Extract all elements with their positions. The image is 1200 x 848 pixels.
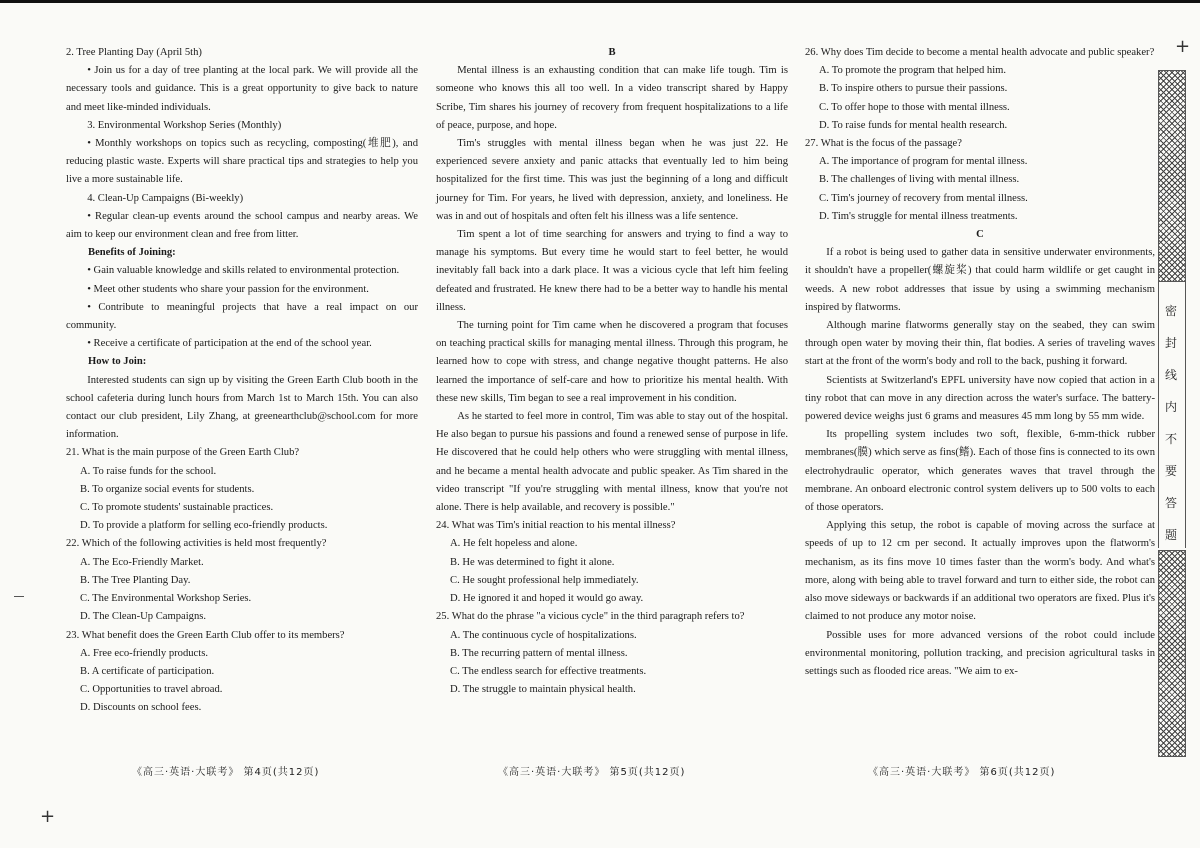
question-text: 24. What was Tim's initial reaction to his mental illness? [436, 520, 676, 532]
question-text: 2. Tree Planting Day (April 5th) [66, 47, 202, 58]
seal-char: 答 [1164, 496, 1177, 510]
seal-line-text [1164, 295, 1178, 551]
answer-option: B. To inspire others to pursue their passions. [819, 83, 1008, 95]
seal-char: 要 [1164, 464, 1177, 478]
paragraph: If a robot is being used to gather data in sensitive underwater environments, it shouldn't have a propeller(螺旋桨) that could harm wildlife or get caught in weeds. A new robot addresses that issue by using a swimming mechanism inspired by flatworms. [805, 247, 1155, 313]
paragraph: Applying this setup, the robot is capable of moving across the surface at speeds of up to 12 cm per second. It actually improves upon the flatworm's mechanism, as its fins move 10 times faster than the worm's body. And what's more, along with being able to travel forward and turn to either side, the robot can also move sideways or backwards if an additional two operators are fixed. Plus it's claimed to not produce any motor noise. [805, 520, 1155, 623]
seal-char: 封 [1164, 336, 1177, 350]
paragraph: • Monthly workshops on topics such as recycling, composting(堆肥), and reducing plastic waste. Experts will share practical tips and strategies to help you live a more sustainable life. [66, 138, 418, 186]
answer-option: A. Free eco-friendly products. [80, 647, 208, 659]
answer-option: C. To offer hope to those with mental illness. [819, 101, 1010, 113]
question-text: 25. What do the phrase "a vicious cycle" in the third paragraph refers to? [436, 611, 745, 623]
answer-option: B. The challenges of living with mental illness. [819, 174, 1020, 186]
answer-option: B. The Tree Planting Day. [80, 574, 191, 586]
page-5-column [436, 44, 788, 699]
answer-option: C. Tim's journey of recovery from mental illness. [819, 192, 1028, 204]
paragraph: • Receive a certificate of participation at the end of the school year. [87, 338, 372, 350]
paragraph: Tim spent a lot of time searching for answers and trying to find a way to manage his symptoms. But every time he would start to feel better, he would inevitably fall back into a dark place. It was a vicious cycle that left him feeling defeated and frustrated. He knew there had to be a better way to handle his mental illness. [436, 229, 788, 313]
paragraph: As he started to feel more in control, Tim was able to stay out of the hospital. He also began to pursue his passions and found a renewed sense of purpose in life. He discovered that he could help others who were struggling with mental illness, and he became a mental health advocate and public speaker. As Tim shared in the video transcript "If you're struggling with mental illness, know that you're not alone. There is help available, and recovery is possible." [436, 411, 788, 514]
answer-option: D. To raise funds for mental health research. [819, 119, 1008, 131]
question-text: 27. What is the focus of the passage? [805, 138, 962, 150]
answer-option: D. To provide a platform for selling eco-friendly products. [80, 520, 328, 532]
page-6-column [805, 44, 1155, 681]
page-footer-6: 《高三·英语·大联考》 第6页(共12页) [868, 767, 1056, 778]
answer-option: A. The importance of program for mental illness. [819, 156, 1028, 168]
paragraph: Benefits of Joining: [88, 247, 176, 259]
answer-option: D. The struggle to maintain physical health. [450, 684, 636, 696]
page-4-column [66, 44, 418, 718]
paragraph: • Contribute to meaningful projects that have a real impact on our community. [66, 301, 418, 332]
paragraph: Mental illness is an exhausting condition that can make life tough. Tim is someone who knows this all too well. In a video transcript shared by Happy Scribe, Tim shares his journey of recovery from frequent hospitalizations to a life of peace, purpose, and hope. [436, 65, 788, 131]
paragraph: Although marine flatworms generally stay on the seabed, they can swim through open water by moving their thin, flat bodies. A series of traveling waves start at the front of the worm's body and roll to the back, pushing it forward. [805, 320, 1155, 368]
page-footer-4: 《高三·英语·大联考》 第4页(共12页) [132, 767, 320, 778]
answer-option: A. He felt hopeless and alone. [450, 538, 578, 550]
seal-char: 密 [1164, 304, 1177, 318]
seal-char: 线 [1164, 368, 1177, 382]
answer-option: A. The Eco-Friendly Market. [80, 556, 204, 568]
paragraph: Scientists at Switzerland's EPFL university have now copied that action in a tiny robot that can move in any direction across the water's surface. The battery-powered device weighs just 6 grams and measures 45 mm long by 55 mm wide. [805, 374, 1155, 423]
answer-option: A. To raise funds for the school. [80, 465, 217, 477]
answer-option: C. He sought professional help immediately. [450, 574, 639, 586]
question-text: 26. Why does Tim decide to become a mental health advocate and public speaker? [805, 47, 1155, 58]
paragraph: Tim's struggles with mental illness began when he was just 22. He experienced severe anxiety and panic attacks that eventually led to him being hospitalized for the first time. This was just the beginning of a long and difficult journey for Tim. For years, he lived with depression, anxiety, and loneliness. He was in and out of hospitals and often felt his illness was a life sentence. [436, 138, 788, 222]
question-text: 23. What benefit does the Green Earth Club offer to its members? [66, 629, 345, 641]
binding-hatch-top [1158, 70, 1186, 282]
answer-option: C. To promote students' sustainable practices. [80, 502, 274, 514]
answer-option: D. The Clean-Up Campaigns. [80, 611, 207, 623]
seal-char: 题 [1164, 528, 1177, 542]
answer-option: A. The continuous cycle of hospitalizations. [450, 629, 637, 641]
paragraph: The turning point for Tim came when he discovered a program that focuses on teaching practical skills for managing mental illness. Through this program, he learned how to cope with stress, and change negative thought patterns. He also learned the importance of self-care and how to prioritize his mental health. With these new skills, Tim began to see a real improvement in his condition. [436, 320, 788, 404]
question-text: 22. Which of the following activities is held most frequently? [66, 538, 327, 550]
margin-tick [14, 596, 24, 597]
paragraph: • Join us for a day of tree planting at the local park. We will provide all the necessary tools and guidance. This is a great opportunity to give back to nature and meet like-minded individuals. [66, 65, 418, 113]
paragraph: 4. Clean-Up Campaigns (Bi-weekly) [87, 192, 244, 204]
answer-option: C. The endless search for effective treatments. [450, 665, 647, 677]
top-border-line [0, 0, 1200, 3]
paragraph: • Gain valuable knowledge and skills related to environmental protection. [87, 265, 400, 277]
paragraph: How to Join: [88, 356, 147, 368]
answer-option: B. A certificate of participation. [80, 665, 215, 677]
section-heading: B [608, 47, 616, 58]
answer-option: D. Tim's struggle for mental illness treatments. [819, 210, 1018, 222]
paragraph: Its propelling system includes two soft, flexible, 6-mm-thick rubber membranes(膜) which serve as fins(鳍). Each of those fins is connected to its own electrohydraulic operator, which generates waves that travel through the membrane. An onboard electronic control system delivers up to 500 volts to each of those operators. [805, 429, 1155, 514]
answer-option: D. He ignored it and hoped it would go away. [450, 593, 644, 605]
binding-hatch-bottom [1158, 550, 1186, 757]
answer-option: C. Opportunities to travel abroad. [80, 684, 223, 696]
crop-mark-icon: + [1175, 36, 1191, 57]
paragraph: Possible uses for more advanced versions of the robot could include environmental monitoring, pollution tracking, and precision agricultural tasks in settings such as flooded rice areas. "We aim to ex- [805, 629, 1155, 677]
paragraph: 3. Environmental Workshop Series (Monthly) [87, 119, 282, 131]
paragraph: • Meet other students who share your passion for the environment. [87, 283, 369, 295]
seal-char: 不 [1164, 432, 1177, 446]
crop-mark-icon: + [40, 806, 56, 827]
answer-option: B. The recurring pattern of mental illness. [450, 647, 628, 659]
seal-char: 内 [1164, 400, 1177, 414]
answer-option: D. Discounts on school fees. [80, 702, 202, 714]
answer-option: B. To organize social events for students. [80, 483, 255, 495]
answer-option: B. He was determined to fight it alone. [450, 556, 615, 568]
paragraph: • Regular clean-up events around the school campus and nearby areas. We aim to keep our environment clean and free from litter. [66, 210, 418, 241]
question-text: 21. What is the main purpose of the Green Earth Club? [66, 447, 300, 459]
section-heading: C [976, 229, 984, 241]
page-footer-5: 《高三·英语·大联考》 第5页(共12页) [498, 767, 686, 778]
paragraph: Interested students can sign up by visiting the Green Earth Club booth in the school cafeteria during lunch hours from March 1st to March 15th. You can also contact our club president, Lily Zhang, at greenearthclub@school.com for more information. [66, 374, 418, 441]
answer-option: C. The Environmental Workshop Series. [80, 593, 252, 605]
answer-option: A. To promote the program that helped him. [819, 65, 1007, 77]
